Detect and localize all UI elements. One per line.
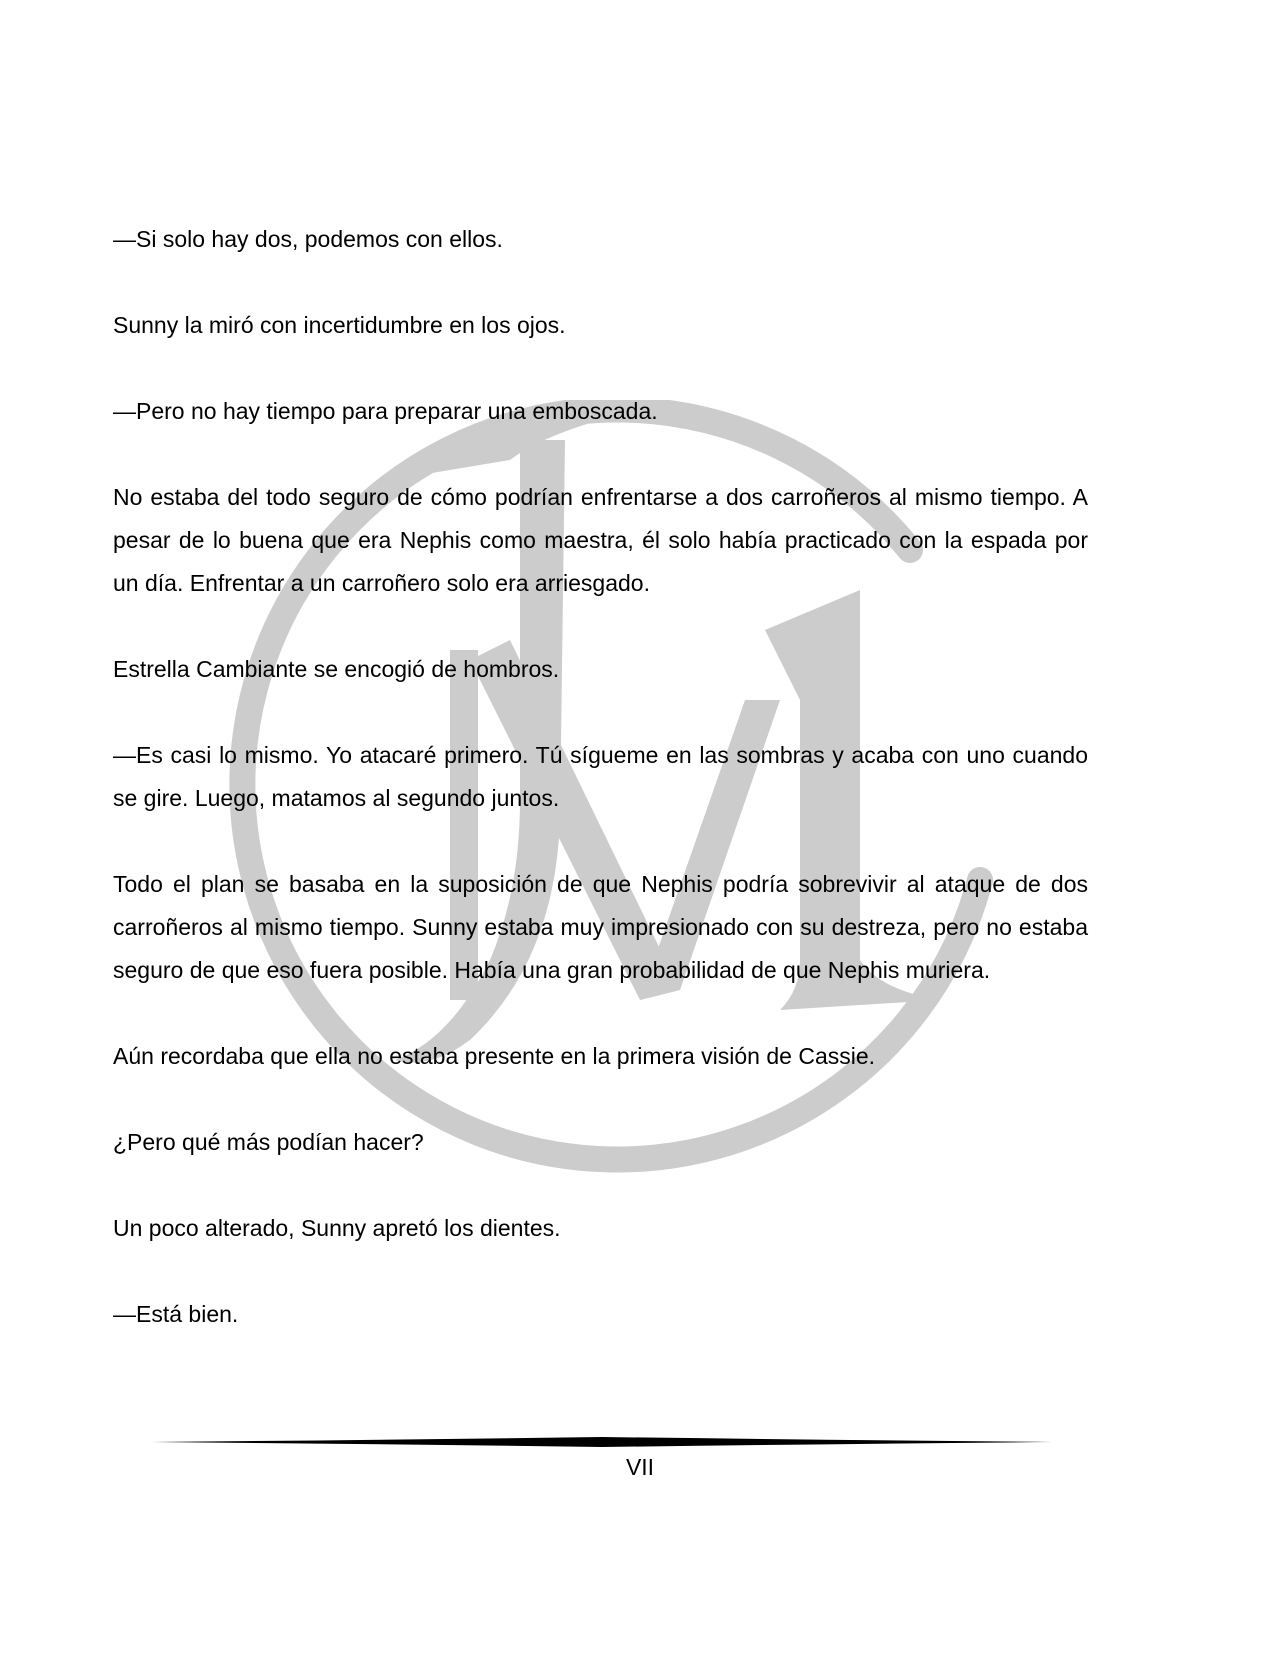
paragraph: —Pero no hay tiempo para preparar una emboscada.: [113, 398, 658, 424]
paragraph: Un poco alterado, Sunny apretó los dientes.: [113, 1215, 561, 1241]
document-body: [113, 218, 1088, 1336]
paragraph: —Es casi lo mismo. Yo atacaré primero. Tú sígueme en las sombras y acaba con uno cuando se gire. Luego, matamos al segundo juntos.: [113, 742, 1088, 811]
paragraph: No estaba del todo seguro de cómo podrían enfrentarse a dos carroñeros al mismo tiempo. A pesar de lo buena que era Nephis como maestra, él solo había practicado con la espada por un día. Enfrentar a un carroñero solo era arriesgado.: [113, 484, 1088, 596]
paragraph: Todo el plan se basaba en la suposición de que Nephis podría sobrevivir al ataque de dos carroñeros al mismo tiempo. Sunny estaba muy impresionado con su destreza, pero no estaba seguro de que eso fuera posible. Había una gran probabilidad de que Nephis muriera.: [113, 871, 1088, 983]
page-number: VII: [625, 1454, 655, 1480]
paragraph: Aún recordaba que ella no estaba presente en la primera visión de Cassie.: [113, 1043, 876, 1069]
paragraph: Estrella Cambiante se encogió de hombros.: [113, 656, 560, 682]
paragraph: —Está bien.: [113, 1301, 239, 1327]
paragraph: ¿Pero qué más podían hacer?: [113, 1129, 424, 1155]
paragraph: —Si solo hay dos, podemos con ellos.: [113, 226, 503, 252]
paragraph: Sunny la miró con incertidumbre en los ojos.: [113, 312, 566, 338]
footer-divider: [152, 1436, 1052, 1448]
